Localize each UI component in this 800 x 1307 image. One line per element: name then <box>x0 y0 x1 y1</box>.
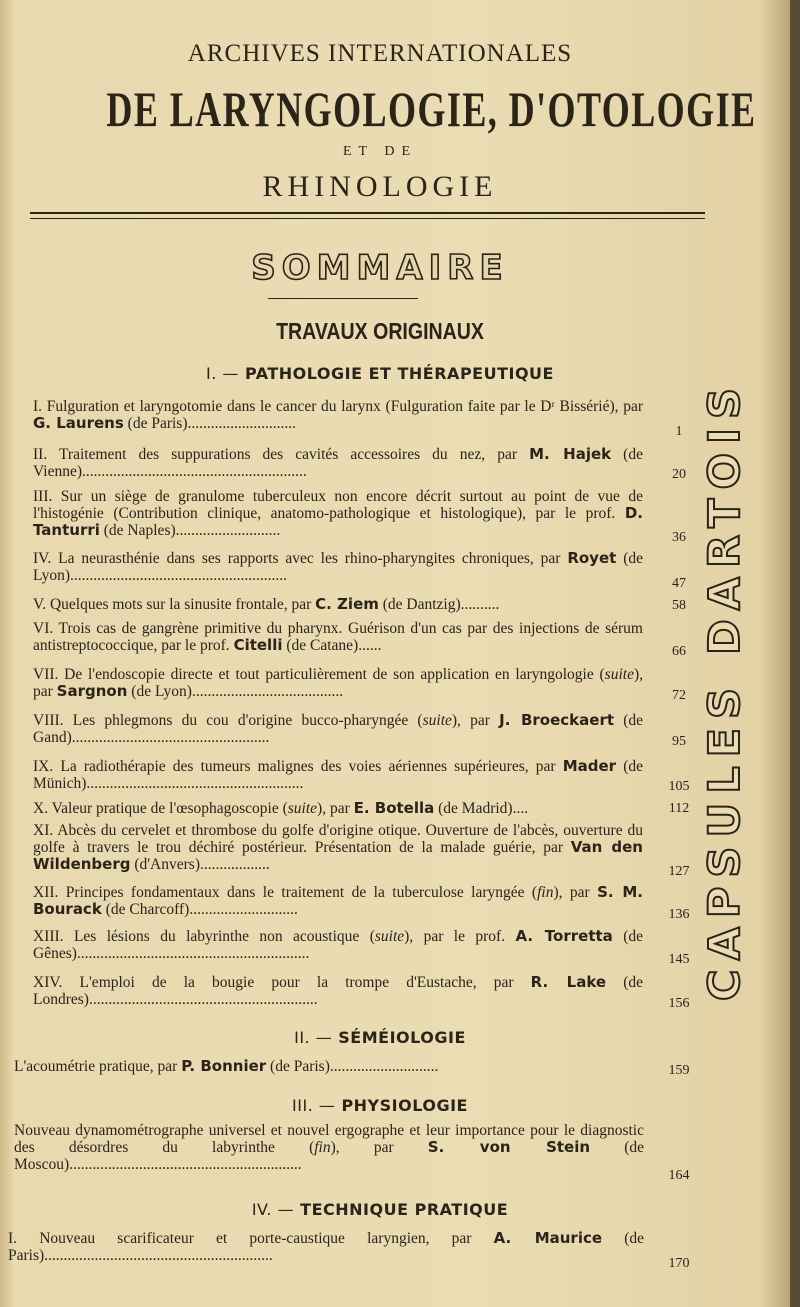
travaux-heading: TRAVAUX ORIGINAUX <box>276 318 484 344</box>
toc-page-number: 145 <box>668 952 690 967</box>
sidebar-advertisement <box>700 290 750 1090</box>
toc-entry: XIV. L'emploi de la bougie pour la trompe d'Eustache, par R. Lake (de Londres)........................................................... <box>33 973 643 1008</box>
toc-page-number: 72 <box>672 688 686 703</box>
binding-edge <box>790 0 800 1307</box>
sommaire-rule <box>268 298 418 299</box>
toc-entry: V. Quelques mots sur la sinusite frontale, par C. Ziem (de Dantzig).......... <box>33 595 500 613</box>
header-line-2: DE LARYNGOLOGIE, D'OTOLOGIE <box>106 81 757 137</box>
toc-page-number: 66 <box>672 644 686 659</box>
toc-entry: VII. De l'endoscopie directe et tout particulièrement de son application en laryngologie (suite), par Sargnon (de Lyon)....................................... <box>33 666 643 700</box>
section-heading-4: IV. — TECHNIQUE PRATIQUE <box>251 1200 509 1219</box>
toc-page-number: 105 <box>668 779 690 794</box>
toc-entry: IX. La radiothérapie des tumeurs malignes des voies aériennes supérieures, par Mader (de Münich)........................................................ <box>33 757 644 792</box>
section-heading-2: II. — SÉMÉIOLOGIE <box>294 1028 466 1047</box>
toc-entry: L'acoumétrie pratique, par P. Bonnier (de Paris)............................ <box>14 1057 439 1075</box>
header-line-1: ARCHIVES INTERNATIONALES <box>187 40 573 67</box>
toc-page-number: 136 <box>668 907 690 922</box>
toc-entry: IV. La neurasthénie dans ses rapports avec les rhino-pharyngites chroniques, par Royet (de Lyon)........................................................ <box>33 549 643 584</box>
toc-entry: I. Fulguration et laryngotomie dans le cancer du larynx (Fulguration faite par le Dʳ Bissérié), par G. Laurens (de Paris)............................ <box>33 398 643 432</box>
toc-entry: I. Nouveau scarificateur et porte-caustique laryngien, par A. Maurice (de Paris)........................................................... <box>8 1229 644 1264</box>
toc-entry: XIII. Les lésions du labyrinthe non acoustique (suite), par le prof. A. Torretta (de Gênes)............................................................ <box>33 927 643 962</box>
toc-entry: XII. Principes fondamentaux dans le traitement de la tuberculose laryngée (fin), par S. M. Bourack (de Charcoff)............................ <box>33 883 643 918</box>
toc-page-number: 20 <box>672 467 686 482</box>
toc-entry: X. Valeur pratique de l'œsophagoscopie (suite), par E. Botella (de Madrid).... <box>33 799 529 817</box>
header-line-3: ET DE <box>342 144 417 159</box>
toc-page-number: 164 <box>668 1168 690 1183</box>
toc-page-number: 95 <box>672 734 686 749</box>
header-rule-bottom <box>30 218 705 219</box>
sidebar-text: CAPSULES DARTOIS <box>700 379 750 1001</box>
toc-page-number: 159 <box>668 1063 690 1078</box>
sommaire-title: SOMMAIRE <box>251 248 509 288</box>
header-line-4: RHINOLOGIE <box>262 170 498 203</box>
toc-entry: XI. Abcès du cervelet et thrombose du golfe d'origine otique. Ouverture de l'abcès, ouverture du golfe à travers le trou déchiré postérieur. Présentation de la malade guérie, par Van den Wildenberg (d'Anvers).................. <box>33 822 643 873</box>
toc-entry: Nouveau dynamométrographe universel et nouvel ergographe et leur importance pour le diagnostic des désordres du labyrinthe (fin), par S. von Stein (de Moscou)............................................................ <box>14 1122 645 1173</box>
toc-entry: VIII. Les phlegmons du cou d'origine bucco-pharyngée (suite), par J. Broeckaert (de Gand)................................................... <box>33 711 644 746</box>
toc-page-number: 156 <box>668 996 690 1011</box>
toc-entry: III. Sur un siège de granulome tuberculeux non encore décrit surtout au point de vue de l'histogénie (Contribution clinique, anatomo-pathologique et histologique), par le prof. D. Tanturri (de Naples)........................... <box>33 488 643 539</box>
toc-page-number: 127 <box>668 864 690 879</box>
toc-page-number: 36 <box>672 530 686 545</box>
section-heading-3: III. — PHYSIOLOGIE <box>292 1096 468 1115</box>
toc-entry: VI. Trois cas de gangrène primitive du pharynx. Guérison d'un cas par des injections de sérum antistreptococcique, par le prof. Citelli (de Catane)...... <box>33 620 643 654</box>
toc-page-number: 1 <box>675 424 683 439</box>
toc-page-number: 170 <box>668 1256 690 1271</box>
section-heading-1: I. — PATHOLOGIE ET THÉRAPEUTIQUE <box>206 364 554 383</box>
toc-page-number: 47 <box>672 576 686 591</box>
toc-page-number: 58 <box>672 598 686 613</box>
toc-entry: II. Traitement des suppurations des cavités accessoires du nez, par M. Hajek (de Vienne).......................................................... <box>33 445 643 480</box>
toc-page-number: 112 <box>668 801 690 816</box>
header-rule-top <box>30 212 705 214</box>
